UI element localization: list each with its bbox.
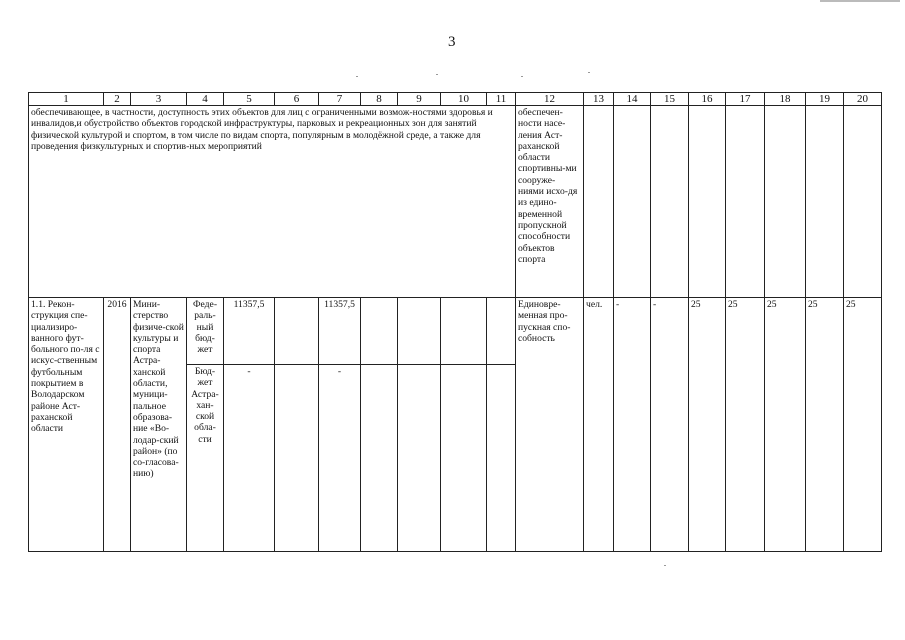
header-cell: 16 (689, 93, 726, 106)
header-cell: 17 (726, 93, 765, 106)
header-cell: 7 (319, 93, 361, 106)
empty-cell (584, 106, 614, 298)
header-cell: 20 (844, 93, 882, 106)
empty-cell (361, 365, 398, 552)
object-executor: Мини-стерство физиче-ской культуры и спорта Астра-ханской области, муници-пальное образова-ние «Во-лодар-ский район» (по со-гласова-нию) (131, 298, 187, 552)
header-cell: 18 (765, 93, 806, 106)
header-cell: 2 (104, 93, 131, 106)
empty-cell (487, 365, 516, 552)
scan-speck (664, 565, 666, 566)
empty-cell (275, 298, 319, 365)
scan-speck (436, 74, 438, 75)
empty-cell (398, 365, 441, 552)
empty-cell (441, 298, 487, 365)
object-col18: 25 (765, 298, 806, 552)
header-cell: 15 (651, 93, 689, 106)
header-cell: 5 (224, 93, 275, 106)
continuation-indicator: обеспечен-ности насе-ления Аст-раханской области спортивны-ми сооруже-ниями исхо-дя из едино-временной пропускной способности объектов спорта (516, 106, 584, 298)
empty-cell (651, 106, 689, 298)
object-row-federal (29, 298, 882, 365)
empty-cell (275, 365, 319, 552)
header-cell: 10 (441, 93, 487, 106)
header-cell: 1 (29, 93, 104, 106)
empty-cell (398, 298, 441, 365)
header-cell: 4 (187, 93, 224, 106)
empty-cell (361, 298, 398, 365)
object-col15: - (651, 298, 689, 552)
object-col17: 25 (726, 298, 765, 552)
scan-speck (356, 76, 358, 77)
source-name: Бюд-жет Астра-хан-ской обла-сти (187, 365, 224, 552)
object-col20: 25 (844, 298, 882, 552)
continuation-description: обеспечивающее, в частности, доступность этих объектов для лиц с ограниченными возмож-ностями здоровья и инвалидов,и обустройство объектов городской инфраструктуры, парковых и рекреационных зон для занятий физической культурой и спортом, в том числе по видам спорта, популярным в молодёжной среде, а также для проведения физкультурных и спортив-ных мероприятий (29, 106, 516, 298)
scan-speck (521, 76, 523, 77)
header-cell: 19 (806, 93, 844, 106)
header-cell: 14 (614, 93, 651, 106)
empty-cell (806, 106, 844, 298)
source-col7: - (319, 365, 361, 552)
object-col16: 25 (689, 298, 726, 552)
empty-cell (614, 106, 651, 298)
source-col5: 11357,5 (224, 298, 275, 365)
empty-cell (689, 106, 726, 298)
header-cell: 13 (584, 93, 614, 106)
page-number: 3 (448, 34, 456, 50)
header-cell: 9 (398, 93, 441, 106)
object-col19: 25 (806, 298, 844, 552)
source-col7: 11357,5 (319, 298, 361, 365)
scan-speck (588, 72, 590, 73)
header-cell: 8 (361, 93, 398, 106)
scan-edge-mark (820, 0, 900, 2)
header-cell: 12 (516, 93, 584, 106)
header-cell: 3 (131, 93, 187, 106)
empty-cell (487, 298, 516, 365)
header-cell: 6 (275, 93, 319, 106)
continuation-row (29, 106, 882, 298)
empty-cell (441, 365, 487, 552)
header-row (29, 93, 882, 106)
object-name: 1.1. Рекон-струкция спе-циализиро-ванного фут-больного по-ля с искус-ственным футбольным покрытием в Володарском районе Аст-раханской области (29, 298, 104, 552)
empty-cell (765, 106, 806, 298)
object-year: 2016 (104, 298, 131, 552)
empty-cell (726, 106, 765, 298)
source-col5: - (224, 365, 275, 552)
source-name: Феде-раль-ный бюд-жет (187, 298, 224, 365)
object-indicator: Единовре-менная про-пускная спо-собность (516, 298, 584, 552)
empty-cell (844, 106, 882, 298)
object-col14: - (614, 298, 651, 552)
header-cell: 11 (487, 93, 516, 106)
program-table (28, 92, 882, 552)
object-unit: чел. (584, 298, 614, 552)
